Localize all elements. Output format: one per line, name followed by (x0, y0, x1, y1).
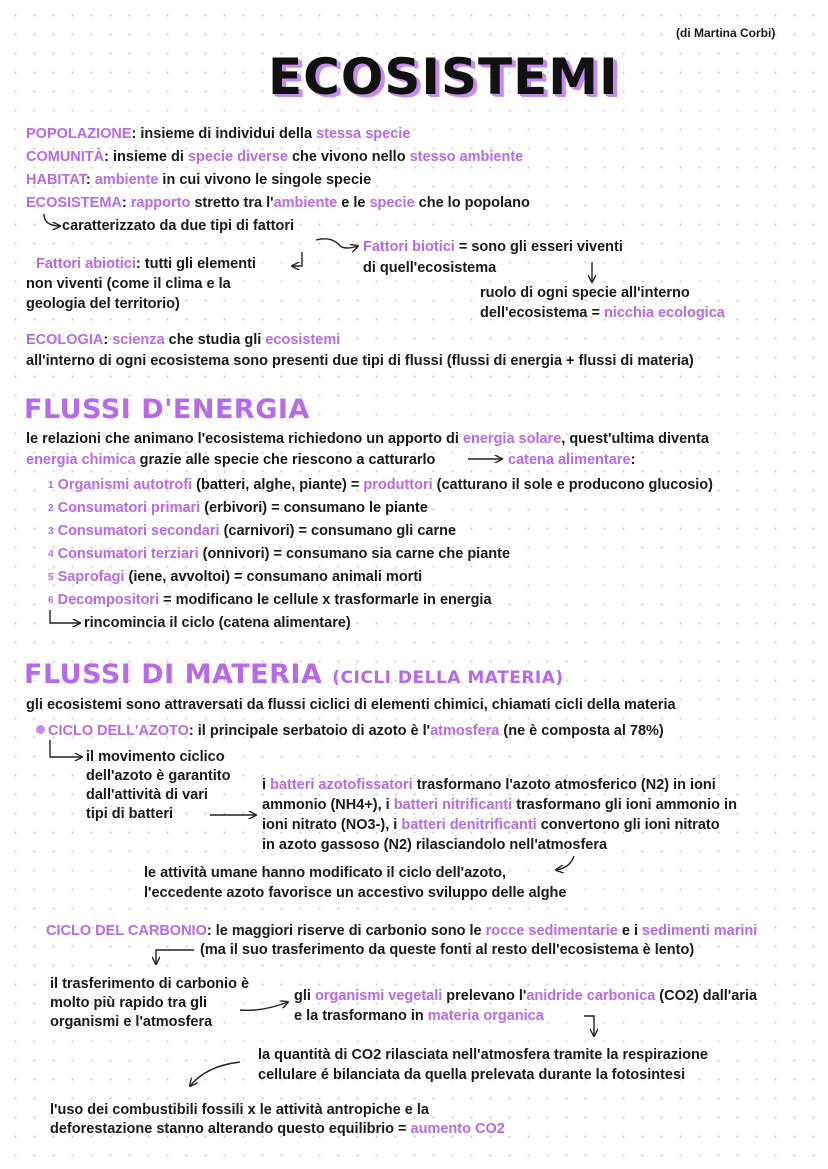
nicchia-1: ruolo di ogni specie all'interno (480, 285, 690, 301)
catena-alimentare: catena alimentare: (508, 452, 636, 468)
arrow-ricomincia (50, 610, 80, 623)
azoto-mov-4: tipi di batteri (86, 806, 173, 822)
arrow-abiotici (292, 252, 302, 266)
fattori-biotici-1: Fattori biotici = sono gli esseri viventi (363, 239, 623, 255)
azoto-r2: ammonio (NH4+), i batteri nitrificanti trasformano gli ioni ammonio in (262, 797, 737, 813)
carbonio-co2-2: cellulare é bilanciata da quella prelevata durante la fotosintesi (258, 1067, 686, 1083)
heading-flussi-materia: FLUSSI DI MATERIA (CICLI DELLA MATERIA) (24, 659, 564, 690)
azoto-mov-3: dall'attività di vari (86, 787, 208, 803)
arrow-vegetali (240, 1002, 288, 1010)
arrow-materia-organica (584, 1016, 594, 1036)
azoto-r3: ioni nitrato (NO3-), i batteri denitrificanti convertono gli ioni nitrato (262, 817, 720, 833)
list-item-6: 6 Decompositori = modificano le cellule x trasformarle in energia (48, 592, 492, 608)
ciclo-azoto: CICLO DELL'AZOTO: il principale serbatoio di azoto è l'atmosfera (ne è composta al 78%) (36, 722, 664, 740)
arrow-co2 (190, 1062, 240, 1086)
list-item-3: 3 Consumatori secondari (carnivori) = consumano gli carne (48, 523, 457, 539)
carbonio-sub: (ma il suo trasferimento da queste fonti al resto dell'ecosistema è lento) (200, 942, 695, 958)
def-habitat: HABITAT: ambiente in cui vivono le singole specie (26, 172, 372, 188)
materia-intro: gli ecosistemi sono attraversati da flussi ciclici di elementi chimici, chiamati cicli della materia (26, 697, 676, 713)
arrow-umane (556, 856, 574, 870)
azoto-r1: i batteri azotofissatori trasformano l'azoto atmosferico (N2) in ioni (262, 777, 716, 793)
carbonio-fossili-2: deforestazione stanno alterando questo equilibrio = aumento CO2 (50, 1121, 505, 1137)
author-credit: (di Martina Corbi) (676, 26, 776, 40)
carbonio-veg-1: gli organismi vegetali prelevano l'anidride carbonica (CO2) dall'aria (294, 988, 758, 1004)
carbonio-trasf-3: organismi e l'atmosfera (50, 1014, 213, 1030)
flussi-intro: all'interno di ogni ecosistema sono presenti due tipi di flussi (flussi di energia + flussi di materia) (26, 353, 694, 369)
def-comunita: COMUNITÀ: insieme di specie diverse che vivono nello stesso ambiente (26, 149, 524, 165)
page-title: ECOSISTEMI (268, 48, 619, 106)
carbonio-trasf-2: molto più rapido tra gli (50, 995, 208, 1011)
arrow-biotici (316, 239, 358, 248)
azoto-umane-2: l'eccedente azoto favorisce un accestivo sviluppo delle alghe (144, 885, 567, 901)
carbonio-trasf-1: il trasferimento di carbonio è (50, 976, 250, 992)
fattori-biotici-2: di quell'ecosistema (363, 260, 497, 276)
fattori-abiotici-1: Fattori abiotici: tutti gli elementi (36, 256, 256, 272)
ciclo-carbonio: CICLO DEL CARBONIO: le maggiori riserve di carbonio sono le rocce sedimentarie e i sedimenti marini (46, 923, 758, 939)
fattori-abiotici-3: geologia del territorio) (26, 296, 180, 312)
ricomincia-ciclo: rincomincia il ciclo (catena alimentare) (84, 615, 351, 631)
def-ecologia: ECOLOGIA: scienza che studia gli ecosistemi (26, 332, 341, 348)
list-item-2: 2 Consumatori primari (erbivori) = consumano le piante (48, 500, 428, 516)
nicchia-2: dell'ecosistema = nicchia ecologica (480, 305, 725, 321)
carbonio-fossili-1: l'uso dei combustibili fossili x le attività antropiche e la (50, 1102, 429, 1118)
list-item-1: 1 Organismi autotrofi (batteri, alghe, piante) = produttori (catturano il sole e producono glucosio) (48, 477, 713, 493)
azoto-umane-1: le attività umane hanno modificato il ciclo dell'azoto, (144, 865, 506, 881)
def-popolazione: POPOLAZIONE: insieme di individui della stessa specie (26, 126, 411, 142)
azoto-r4: in azoto gassoso (N2) rilasciandolo nell'atmosfera (262, 837, 608, 853)
list-item-5: 5 Saprofagi (iene, avvoltoi) = consumano animali morti (48, 569, 423, 585)
energia-p2: energia chimica grazie alle specie che riescono a catturarlo (26, 452, 436, 468)
arrow-azoto-mov (50, 740, 82, 757)
fattori-intro: caratterizzato da due tipi di fattori (62, 218, 295, 234)
heading-flussi-energia: FLUSSI D'ENERGIA (24, 394, 310, 425)
heading-cicli-materia: (CICLI DELLA MATERIA) (332, 668, 564, 688)
list-item-4: 4 Consumatori terziari (onnivori) = consumano sia carne che piante (48, 546, 511, 562)
fattori-abiotici-2: non viventi (come il clima e la (26, 276, 231, 292)
arrow-carbonio-sub (156, 950, 194, 964)
azoto-mov-1: il movimento ciclico (86, 749, 225, 765)
arrow-fattori (44, 214, 60, 226)
azoto-mov-2: dell'azoto è garantito (86, 768, 231, 784)
carbonio-co2-1: la quantità di CO2 rilasciata nell'atmosfera tramite la respirazione (258, 1047, 708, 1063)
energia-p1: le relazioni che animano l'ecosistema richiedono un apporto di energia solare, quest'ultima diventa (26, 431, 709, 447)
def-ecosistema: ECOSISTEMA: rapporto stretto tra l'ambiente e le specie che lo popolano (26, 195, 530, 211)
carbonio-veg-2: e la trasformano in materia organica (294, 1008, 544, 1024)
